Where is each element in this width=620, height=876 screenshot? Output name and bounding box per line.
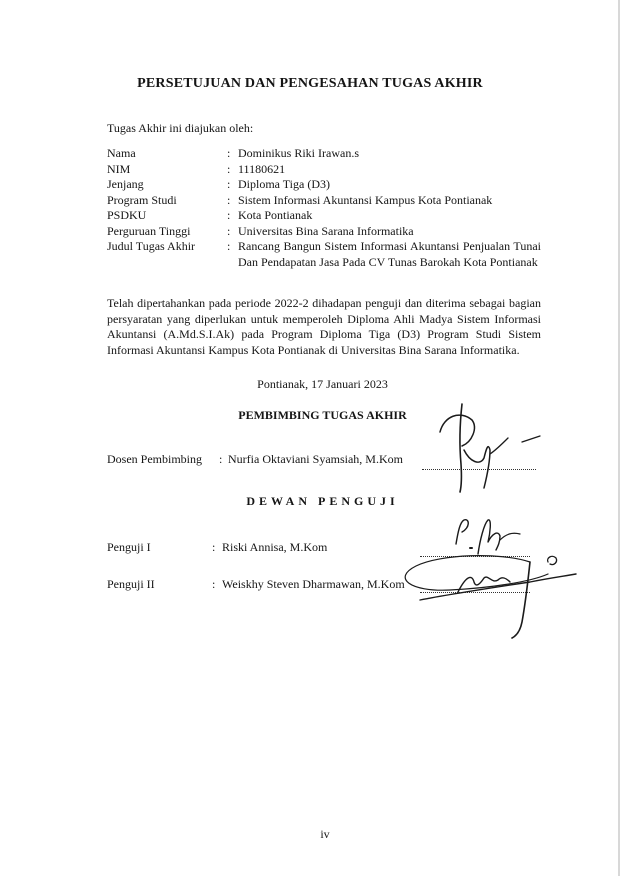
student-info-table [107, 146, 541, 270]
info-row-nim [107, 162, 541, 178]
dewan-penguji-heading: DEWAN PENGUJI [246, 494, 399, 508]
penguji-colon: : [212, 577, 216, 591]
pembimbing-signature [430, 402, 555, 494]
info-colon: : [227, 208, 231, 222]
approval-statement: Telah dipertahankan pada periode 2022-2 dihadapan penguji dan diterima sebagai bagian persyaratan yang diperlukan untuk memperoleh Diploma Ahli Madya Sistem Informasi Akuntansi (A.Md.S.I.Ak) pada Program Diploma Tiga (D3) Program Studi Sistem Informasi Akuntansi Kampus Kota Pontianak di Universitas Bina Sarana Informatika. [107, 296, 541, 357]
info-label: Nama [107, 146, 136, 160]
page-number: iv [320, 827, 330, 841]
info-colon: : [227, 177, 231, 191]
info-row-perguruan-tinggi [107, 224, 541, 240]
penguji-label: Penguji I [107, 540, 151, 554]
info-value: Rancang Bangun Sistem Informasi Akuntansi Penjualan Tunai Dan Pendapatan Jasa Pada CV Tunas Barokah Kota Pontianak [238, 239, 541, 269]
page-title: PERSETUJUAN DAN PENGESAHAN TUGAS AKHIR [137, 76, 483, 91]
info-row-psdku [107, 208, 541, 224]
info-value: Universitas Bina Sarana Informatika [238, 223, 414, 238]
info-colon: : [227, 146, 231, 160]
info-label: PSDKU [107, 208, 147, 222]
info-row-nama [107, 146, 541, 162]
info-label: Perguruan Tinggi [107, 223, 191, 238]
info-row-judul [107, 239, 541, 270]
info-colon: : [227, 223, 231, 238]
info-label: Jenjang [107, 177, 144, 191]
info-colon: : [227, 161, 231, 176]
pembimbing-heading: PEMBIMBING TUGAS AKHIR [238, 408, 407, 422]
place-date: Pontianak, 17 Januari 2023 [257, 377, 388, 391]
info-colon: : [227, 192, 231, 207]
info-row-program-studi [107, 193, 541, 209]
info-label: Program Studi [107, 192, 177, 207]
info-label: NIM [107, 161, 131, 176]
intro-text: Tugas Akhir ini diajukan oleh: [107, 121, 254, 135]
pembimbing-colon: : [219, 452, 223, 466]
info-label: Judul Tugas Akhir [107, 239, 196, 253]
penguji-name: Riski Annisa, M.Kom [222, 540, 328, 554]
pembimbing-name: Nurfia Oktaviani Syamsiah, M.Kom [228, 452, 403, 466]
info-value: Diploma Tiga (D3) [238, 177, 331, 191]
info-colon: : [227, 239, 231, 253]
penguji-2-signature [380, 548, 580, 640]
penguji-label: Penguji II [107, 577, 155, 591]
info-row-jenjang [107, 177, 541, 193]
info-value: 11180621 [238, 161, 286, 176]
penguji-colon: : [212, 540, 216, 554]
penguji-name: Weiskhy Steven Dharmawan, M.Kom [222, 577, 405, 591]
pembimbing-label: Dosen Pembimbing [107, 452, 202, 466]
info-value: Sistem Informasi Akuntansi Kampus Kota Pontianak [238, 192, 493, 207]
info-value: Dominikus Riki Irawan.s [238, 146, 359, 160]
info-value: Kota Pontianak [238, 208, 313, 222]
